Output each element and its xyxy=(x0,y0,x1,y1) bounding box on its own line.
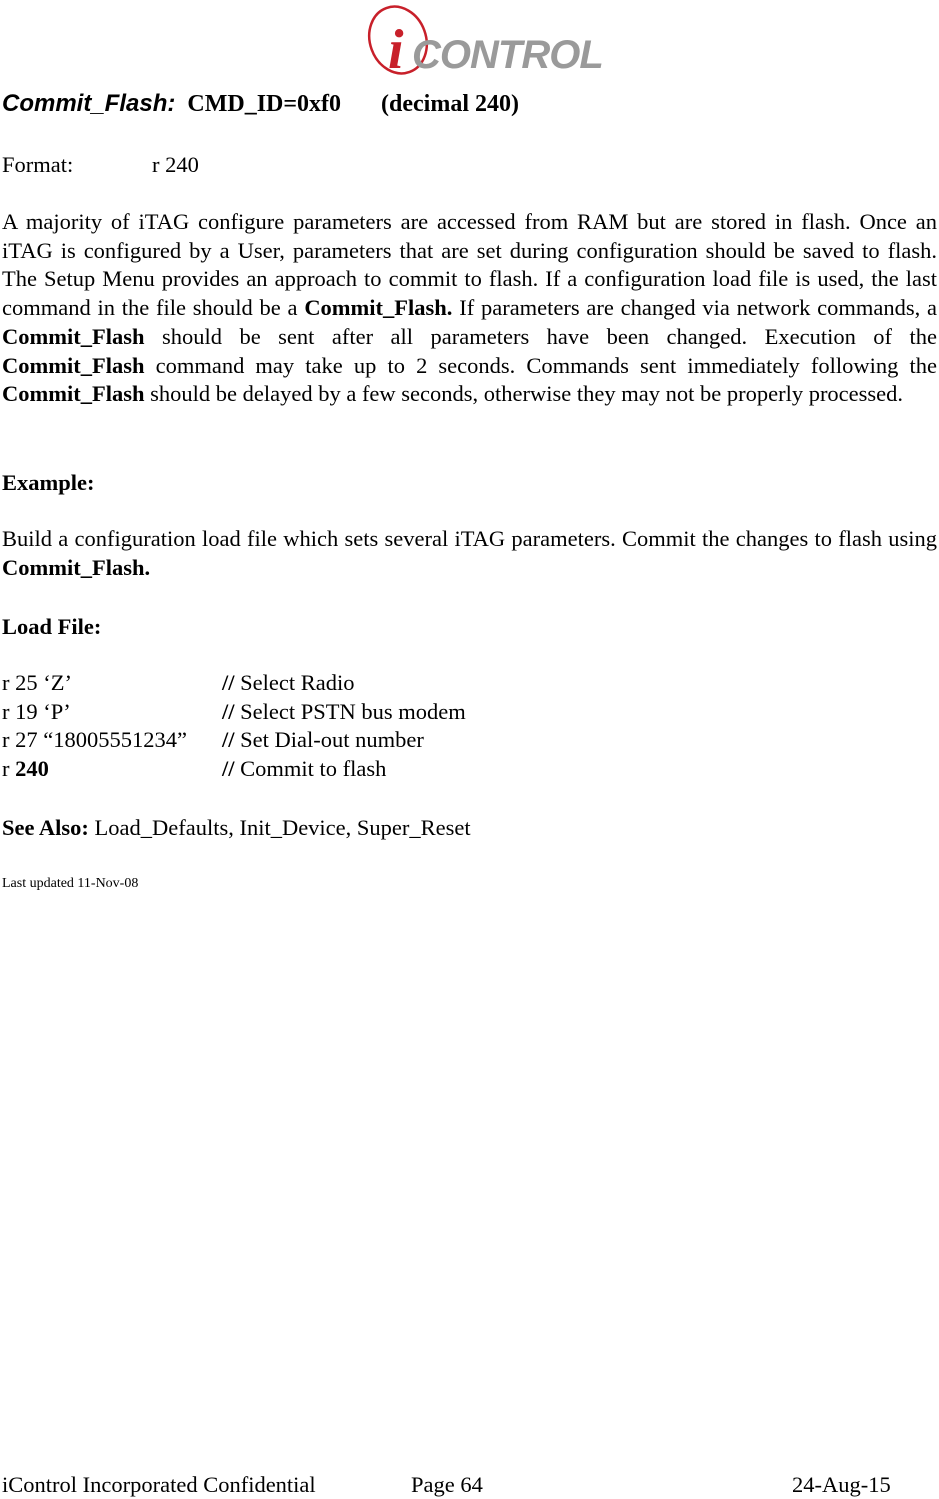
last-updated: Last updated 11-Nov-08 xyxy=(2,876,139,891)
format-label: Format: xyxy=(2,152,74,177)
desc-bold-1: Commit_Flash. xyxy=(304,295,453,321)
load-file-comment: Commit to flash xyxy=(234,756,387,781)
comment-slashes: // xyxy=(222,756,235,781)
load-file-row xyxy=(2,670,355,696)
load-file-comment: Set Dial-out number xyxy=(234,727,424,752)
footer-page-number: Page 64 xyxy=(411,1472,483,1497)
example-paragraph xyxy=(2,525,937,582)
command-name: Commit_Flash xyxy=(2,90,168,117)
description-paragraph xyxy=(2,208,937,409)
desc-part-4: command may take up to 2 seconds. Commands sent immediately following the xyxy=(144,352,937,378)
example-bold: Commit_Flash. xyxy=(2,554,151,580)
desc-part-5: should be delayed by a few seconds, otherwise they may not be properly processed. xyxy=(144,381,904,407)
example-heading: Example: xyxy=(2,470,95,495)
icontrol-logo-icon xyxy=(360,0,603,81)
load-file-comment: Select PSTN bus modem xyxy=(234,699,466,724)
svg-text:CONTROL: CONTROL xyxy=(412,33,603,77)
load-file-row xyxy=(2,727,424,753)
comment-slashes: // xyxy=(222,727,235,752)
load-file-command: r 19 ‘P’ xyxy=(2,699,71,724)
company-logo xyxy=(360,0,603,81)
see-also-links: Load_Defaults, Init_Device, Super_Reset xyxy=(88,815,471,840)
load-file-comment: Select Radio xyxy=(234,670,355,695)
example-text: Build a configuration load file which sets several iTAG parameters. Commit the changes to flash using xyxy=(2,526,937,551)
format-line xyxy=(2,152,199,178)
see-also-line xyxy=(2,815,471,841)
load-file-heading: Load File: xyxy=(2,614,102,639)
see-also-label: See Also: xyxy=(2,815,89,840)
load-file-row xyxy=(2,756,386,782)
svg-text:i: i xyxy=(388,19,404,81)
footer-company: iControl Incorporated Confidential xyxy=(2,1472,316,1497)
comment-slashes: // xyxy=(222,670,235,695)
format-value: r 240 xyxy=(152,152,199,177)
heading-colon: : xyxy=(167,90,176,117)
load-file-command: r 25 ‘Z’ xyxy=(2,670,72,695)
command-heading xyxy=(2,90,519,118)
desc-part-1: A majority of iTAG configure parameters are accessed from RAM but are stored in flash. Once an iTAG is configured by a User, parameters that are set during configuration should be saved to flash. The Setup Menu provides an approach to commit to flash. If a configuration load file is used, the last command in the file should be a xyxy=(2,209,937,321)
desc-bold-3: Commit_Flash xyxy=(2,352,145,378)
desc-bold-2: Commit_Flash xyxy=(2,323,145,349)
command-decimal: (decimal 240) xyxy=(381,91,519,117)
desc-part-3: should be sent after all parameters have been changed. Execution of the xyxy=(144,323,937,349)
comment-slashes: // xyxy=(222,699,235,724)
desc-part-2: If parameters are changed via network commands, a xyxy=(452,295,937,321)
footer-date: 24-Aug-15 xyxy=(792,1472,891,1497)
load-file-row xyxy=(2,699,466,725)
desc-bold-4: Commit_Flash xyxy=(2,381,145,407)
load-file-command: r 240 xyxy=(2,756,49,781)
command-id: CMD_ID=0xf0 xyxy=(187,91,342,117)
load-file-command: r 27 “18005551234” xyxy=(2,727,187,752)
